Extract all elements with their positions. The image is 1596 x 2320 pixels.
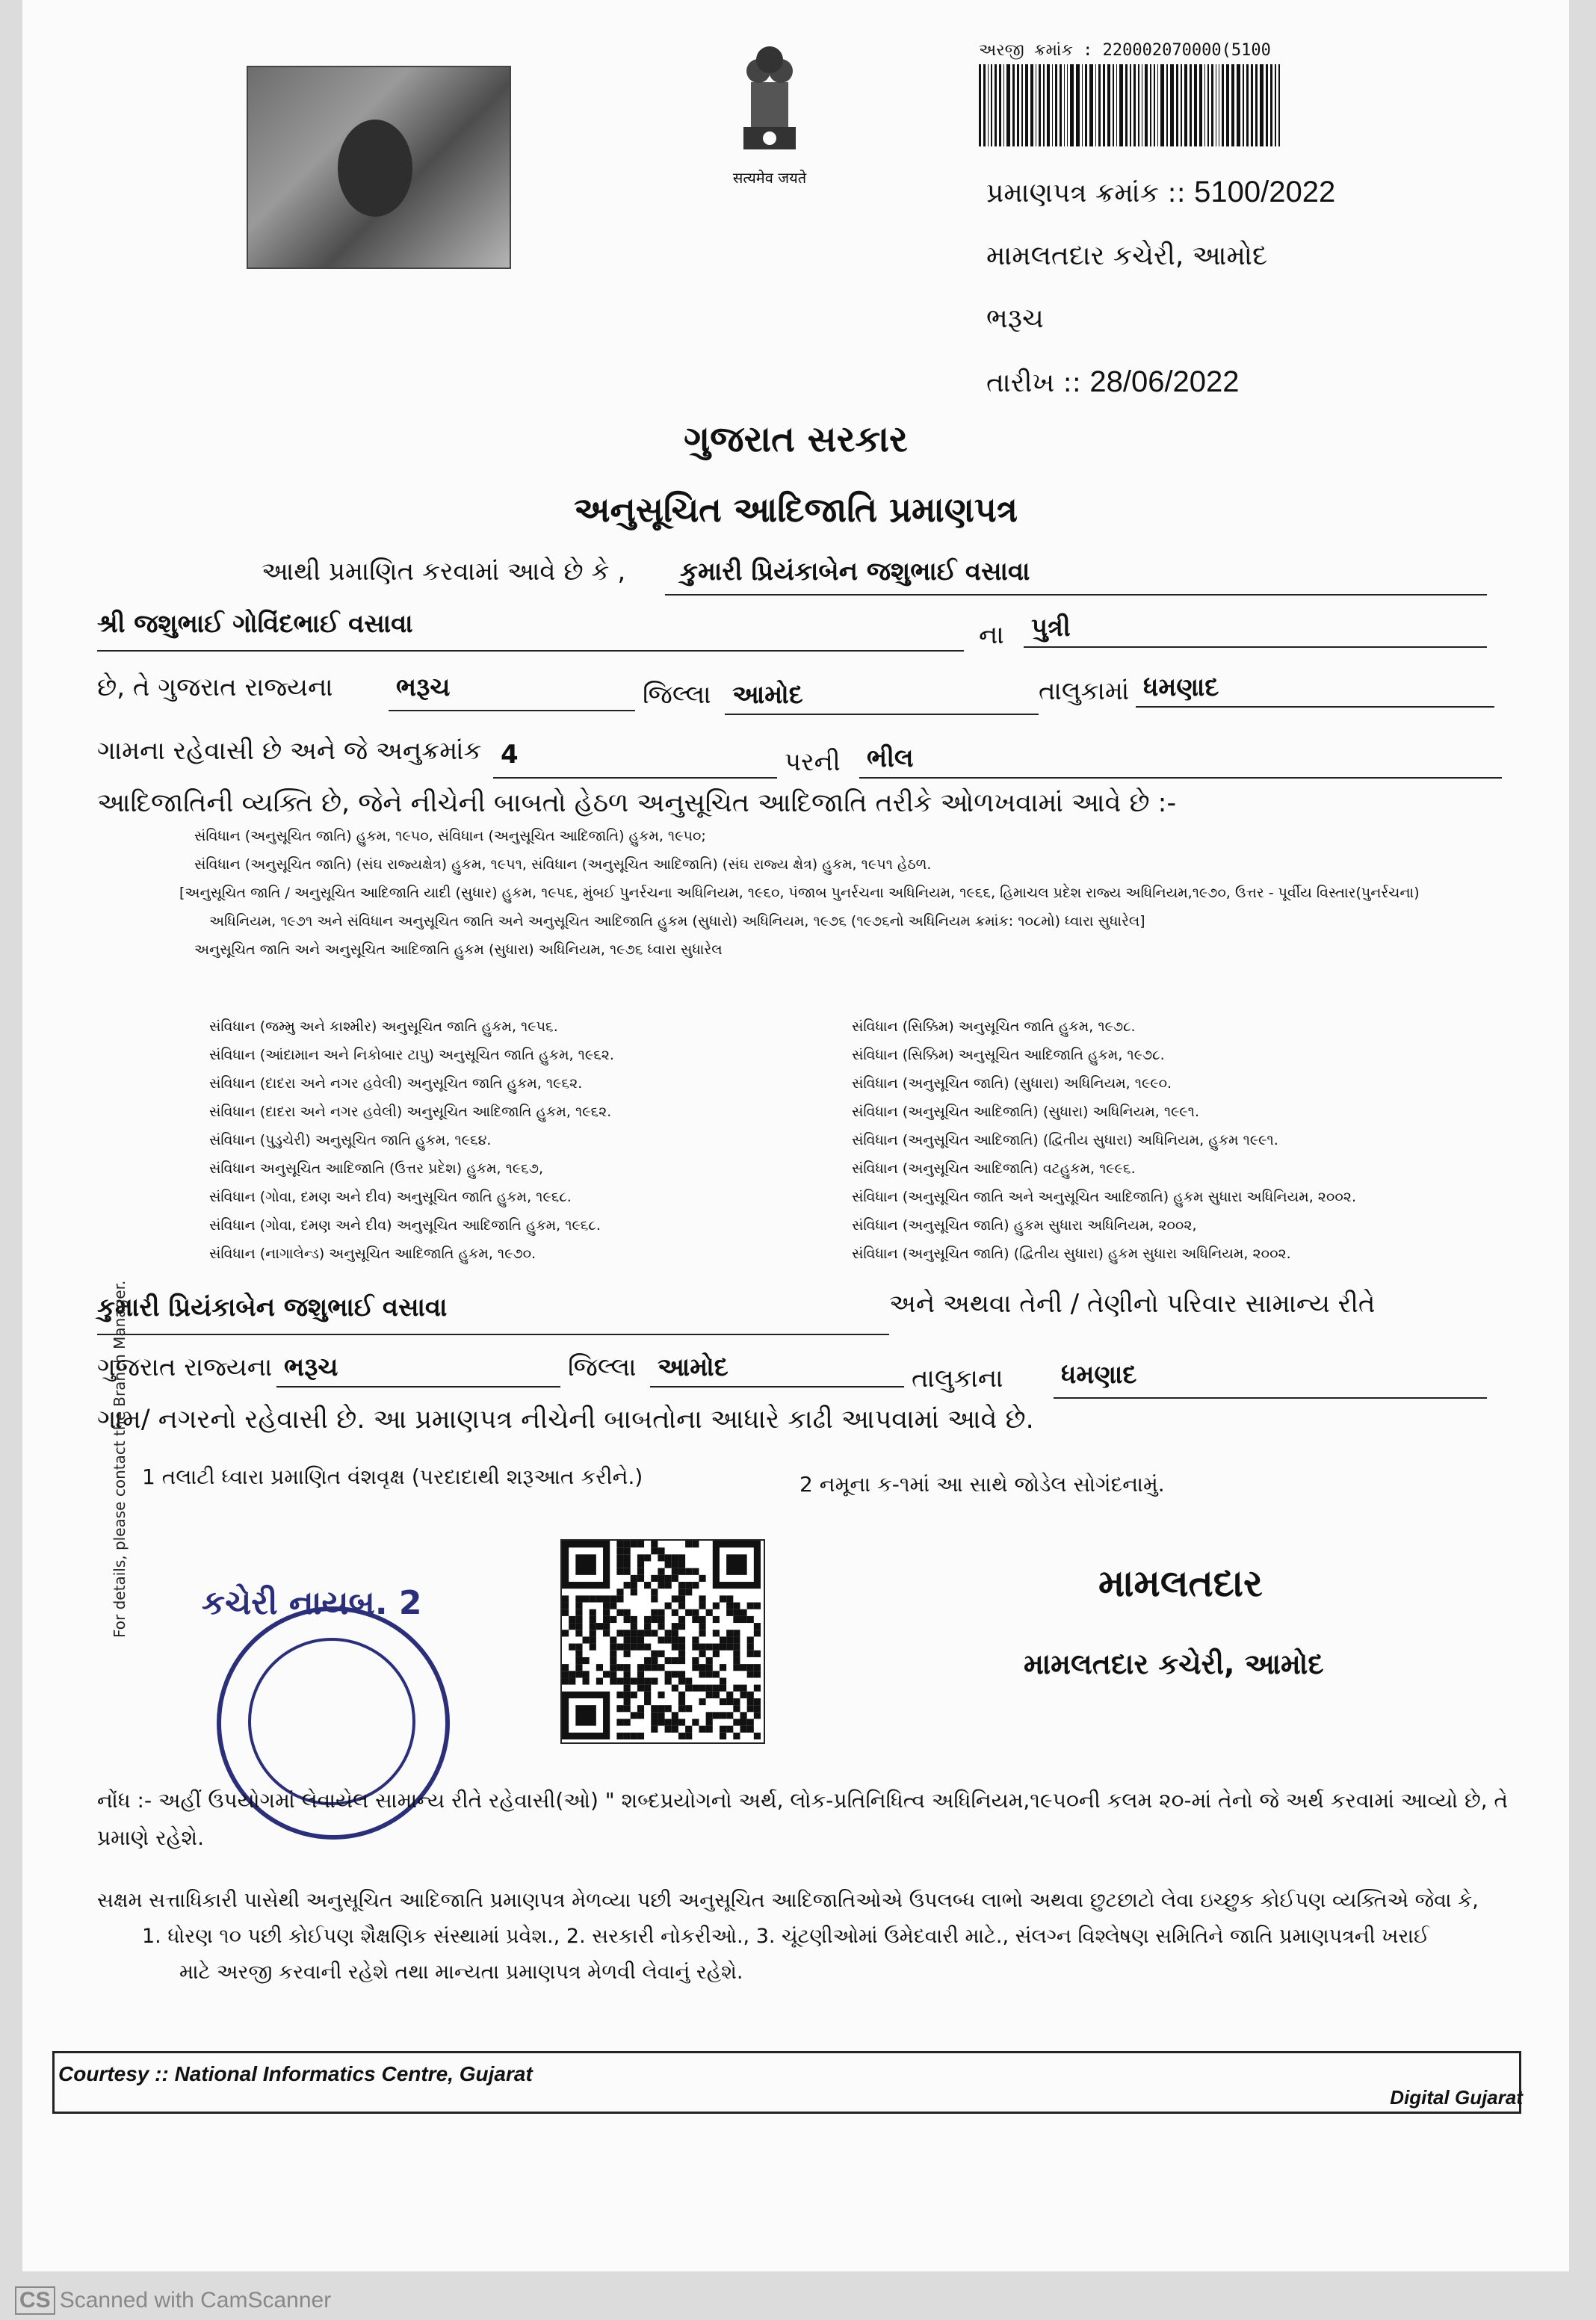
taluka-label: તાલુકામાં [1039,676,1130,706]
applicant-name: કુમારી પ્રિયંકાબેન જશુભાઈ વસાવા [680,557,1030,587]
certificate-number-row: પ્રમાણપત્ર ક્રમાંક :: 5100/2022 [986,176,1336,208]
application-number: અરજી ક્રમાંક : 220002070000(5100 [979,41,1271,60]
benefits-note [97,1883,1517,1990]
certificate-office: મામલતદાર કચેરી, આમોદ [986,241,1268,271]
benefits-line-1: સક્ષમ સત્તાધિકારી પાસેથી અનુસૂચિત આદિજાતિ પ્રમાણપત્ર મેળવ્યા પછી અનુસૂચિત આદિજાતિઓએ ઉપલબ્ધ લાભો અથવા છુટછાટો લેવા ઇચ્છુક કોઈપણ વ્યક્તિએ જેવા કે, [97,1889,1479,1912]
order-right-line: સંવિધાન (અનુસૂચિત જાતિ અને અનુસૂચિત આદિજાતિ) હુકમ સુધારા અધિનિયમ, ૨૦૦૨. [852,1189,1356,1205]
residence-taluka-label: તાલુકાના [912,1364,1003,1393]
orders-right [852,1012,1509,1268]
order-right-line: સંવિધાન (અનુસૂચિત આદિજાતિ) વટહુકમ, ૧૯૯૬. [852,1160,1136,1177]
basis-item-1: 1 તલાટી ધ્વારા પ્રમાણિત વંશવૃક્ષ (પરદાદાથી શરૂઆત કરીને.) [142,1464,643,1489]
benefits-line-3: માટે અરજી કરવાની રહેશે તથા માન્યતા પ્રમાણપત્ર મેળવી લેવાનું રહેશે. [179,1961,743,1984]
order-left-line: સંવિધાન (ગોવા, દમણ અને દીવ) અનુસૂચિત જાતિ હુકમ, ૧૯૬૮. [209,1189,572,1205]
basis-text: ગામ/ નગરનો રહેવાસી છે. આ પ્રમાણપત્ર નીચેની બાબતોના આધારે કાઢી આપવામાં આવે છે. [97,1405,1034,1435]
residence-state-prefix: ગુજરાત રાજ્યના [97,1352,273,1382]
order-left-line: સંવિધાન (જમ્મુ અને કાશ્મીર) અનુસૂચિત જાતિ હુકમ, ૧૯૫૬. [209,1018,558,1035]
certificate-sheet [22,0,1569,2271]
order-line: અનુસૂચિત જાતિ અને અનુસૂચિત આદિજાતિ હુકમ (સુધારા) અધિનિયમ, ૧૯૭૬ ધ્વારા સુધારેલ [194,941,723,958]
certificate-district: ભરૂચ [986,303,1044,334]
order-right-line: સંવિધાન (અનુસૂચિત જાતિ) (સુધારા) અધિનિયમ, ૧૯૯૦. [852,1075,1172,1092]
residence-district-label: જિલ્લા [568,1352,637,1382]
applicant-photo [247,66,511,269]
gov-title: ગુજરાત સરકાર [684,418,908,460]
order-left-line: સંવિધાન (દાદરા અને નગર હવેલી) અનુસૂચિત જાતિ હુકમ, ૧૯૬૨. [209,1075,583,1092]
side-note: For details, please contact the Branch Manager. [111,1280,129,1638]
order-line: [અનુસૂચિત જાતિ / અનુસૂચિત આદિજાતિ યાદી (સુધાર) હુકમ, ૧૯૫૬, મુંબઈ પુનર્રચના અધિનિયમ, ૧૯૬૦, પંજાબ પુનર્રચના અધિનિયમ, ૧૯૬૬, હિમાચલ પ્રદેશ રાજ્ય અધિનિયમ,૧૯૭૦, ઉત્તર - પૂર્વીય વિસ્તાર(પુનર્રચના) [179,885,1420,901]
taluka-value: આમોદ [732,680,803,710]
order-right-line: સંવિધાન (સિક્કિમ) અનુસૂચિત જાતિ હુકમ, ૧૯૭૮. [852,1018,1136,1035]
order-line: સંવિધાન (અનુસૂચિત જાતિ) (સંઘ રાજ્યક્ષેત્ર) હુકમ, ૧૯૫૧, સંવિધાન (અનુસૂચિત આદિજાતિ) (સંઘ રાજ્ય ક્ષેત્ર) હુકમ, ૧૯૫૧ હેઠળ. [194,856,932,873]
order-left-line: સંવિધાન (આંદામાન અને નિકોબાર ટાપુ) અનુસૂચિત જાતિ હુકમ, ૧૯૬૨. [209,1047,614,1063]
order-right-line: સંવિધાન (અનુસૂચિત જાતિ) હુકમ સુધારા અધિનિયમ, ૨૦૦૨, [852,1217,1197,1234]
residence-name: કુમારી પ્રિયંકાબેન જશુભાઈ વસાવા [97,1293,448,1323]
camscanner-logo: CS [15,2286,55,2315]
order-right-line: સંવિધાન (અનુસૂચિત આદિજાતિ) (દ્વિતીય સુધારા) અધિનિયમ, હુકમ ૧૯૯૧. [852,1132,1278,1148]
signature-office: મામલતદાર કચેરી, આમોદ [1024,1648,1324,1680]
par-label: પરની [785,747,841,777]
basis-item-2: 2 નમૂના ક-૧માં આ સાથે જોડેલ સોગંદનામું. [799,1472,1165,1497]
residence-taluka: આમોદ [658,1352,729,1382]
serial-number: 4 [501,740,519,770]
order-left-line: સંવિધાન (પુડુચેરી) અનુસૂચિત જાતિ હુકમ, ૧૯૬૪. [209,1132,492,1148]
order-line: અધિનિયમ, ૧૯૭૧ અને સંવિધાન અનુસૂચિત જાતિ અને અનુસૂચિત આદિજાતિ હુકમ (સુધારો) અધિનિયમ, ૧૯૭૬ (૧૯૭૬નો અધિનિયમ ક્રમાંક: ૧૦૮મો) ધ્વારા સુધારેલ] [209,913,1145,929]
order-right-line: સંવિધાન (અનુસૂચિત જાતિ) (દ્વિતીય સુધારા) હુકમ સુધારા અધિનિયમ, ૨૦૦૨. [852,1246,1291,1262]
order-left-line: સંવિધાન (ગોવા, દમણ અને દીવ) અનુસૂચિત આદિજાતિ હુકમ, ૧૯૬૮. [209,1217,601,1234]
benefits-line-2: 1. ધોરણ ૧૦ પછી કોઈપણ શૈક્ષણિક સંસ્થામાં પ્રવેશ., 2. સરકારી નોકરીઓ., 3. ચૂંટણીઓમાં ઉમેદવારી માટે., સંલગ્ન વિશ્લેષણ સમિતિને જાતિ પ્રમાણપત્રની ખરાઈ [142,1925,1429,1948]
scanner-watermark: CS Scanned with CamScanner [15,2286,331,2315]
na-label: ના [979,620,1004,650]
note-line-1: નોંધ :- અહીં ઉપયોગમાં લેવાયેલ સામાન્ય રીતે રહેવાસી(ઓ) " શબ્દપ્રયોગનો અર્થ, લોક-પ્રતિનિધિત્વ અધિનિયમ,૧૯૫૦ની કલમ ૨૦-માં તેનો જે અર્થ કરવામાં આવ્યો છે, તે [97,1788,1509,1813]
order-line: સંવિધાન (અનુસૂચિત જાતિ) હુકમ, ૧૯૫૦, સંવિધાન (અનુસૂચિત આદિજાતિ) હુકમ, ૧૯૫૦; [194,828,706,844]
residence-district: ભરૂચ [284,1352,338,1382]
signature-title: મામલતદાર [1098,1562,1263,1605]
orders-left [209,1012,837,1268]
recognition-text: આદિજાતિની વ્યક્તિ છે, જેને નીચેની બાબતો હેઠળ અનુસૂચિત આદિજાતિ તરીકે ઓળખવામાં આવે છે :- [97,788,1177,818]
footer-courtesy: Courtesy :: National Informatics Centre, Gujarat [58,2062,533,2085]
note-line-2: પ્રમાણે રહેશે. [97,1825,204,1850]
verification-qr-code [560,1539,765,1744]
application-barcode [979,41,1293,153]
certificate-date-row: તારીખ :: 28/06/2022 [986,365,1240,398]
district-label: જિલ્લા [643,680,711,710]
relation: પુત્રી [1031,613,1071,643]
state-prefix: છે, તે ગુજરાત રાજ્યના [97,672,333,702]
note [97,1782,1517,1857]
certificate-meta [986,161,1335,415]
intro-text: આથી પ્રમાણિત કરવામાં આવે છે કે , [262,557,626,587]
father-name: શ્રી જશુભાઈ ગોવિંદભાઈ વસાવા [97,609,413,639]
village-value: ધમણાદ [1143,672,1219,702]
family-text: અને અથવા તેની / તેણીનો પરિવાર સામાન્ય રીતે [889,1289,1376,1319]
resident-text: ગામના રહેવાસી છે અને જે અનુક્રમાંક [97,736,482,766]
order-left-line: સંવિધાન (નાગાલેન્ડ) અનુસૂચિત આદિજાતિ હુકમ, ૧૯૭૦. [209,1246,536,1262]
district-value: ભરૂચ [396,672,451,702]
tribe-value: ભીલ [867,743,914,773]
stamp-text: કચેરી નાયબ. 2 [202,1584,422,1622]
emblem-motto: सत्यमेव जयते [732,169,807,187]
order-left-line: સંવિધાન (દાદરા અને નગર હવેલી) અનુસૂચિત આદિજાતિ હુકમ, ૧૯૬૨. [209,1104,612,1120]
order-left-line: સંવિધાન અનુસૂચિત આદિજાતિ (ઉત્તર પ્રદેશ) હુકમ, ૧૯૬૭, [209,1160,544,1177]
footer-digital-gujarat: Digital Gujarat [1390,2086,1523,2109]
order-right-line: સંવિધાન (સિક્કિમ) અનુસૂચિત આદિજાતિ હુકમ, ૧૯૭૮. [852,1047,1165,1063]
national-emblem [717,37,822,194]
orders-top [179,822,1494,964]
residence-village: ધમણાદ [1061,1360,1137,1390]
doc-title: અનુસૂચિત આદિજાતિ પ્રમાણપત્ર [573,489,1018,530]
order-right-line: સંવિધાન (અનુસૂચિત આદિજાતિ) (સુધારા) અધિનિયમ, ૧૯૯૧. [852,1104,1200,1120]
